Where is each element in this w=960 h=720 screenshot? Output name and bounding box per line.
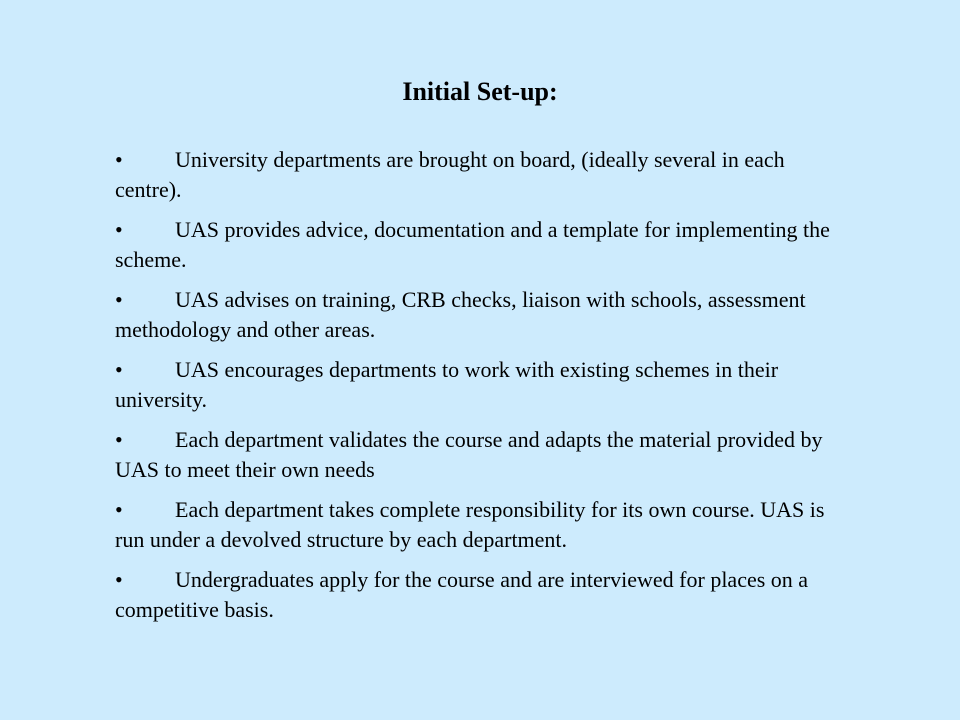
bullet-item xyxy=(115,425,850,485)
bullet-item xyxy=(115,355,850,415)
bullet-icon: • xyxy=(115,357,123,382)
bullet-item xyxy=(115,215,850,275)
bullet-text: UAS advises on training, CRB checks, liaison with schools, assessment methodology and other areas. xyxy=(115,287,806,342)
bullet-icon: • xyxy=(115,287,123,312)
bullet-icon: • xyxy=(115,567,123,592)
bullet-item xyxy=(115,565,850,625)
bullet-text: University departments are brought on board, (ideally several in each centre). xyxy=(115,147,785,202)
bullet-text: Each department takes complete responsibility for its own course. UAS is run under a devolved structure by each department. xyxy=(115,497,825,552)
bullet-icon: • xyxy=(115,427,123,452)
bullet-item xyxy=(115,285,850,345)
bullet-text: Each department validates the course and adapts the material provided by UAS to meet their own needs xyxy=(115,427,823,482)
bullet-list xyxy=(115,145,850,635)
bullet-item xyxy=(115,495,850,555)
bullet-item xyxy=(115,145,850,205)
bullet-text: UAS provides advice, documentation and a template for implementing the scheme. xyxy=(115,217,830,272)
slide-title: Initial Set-up: xyxy=(402,77,558,106)
bullet-text: UAS encourages departments to work with existing schemes in their university. xyxy=(115,357,779,412)
bullet-icon: • xyxy=(115,147,123,172)
bullet-icon: • xyxy=(115,497,123,522)
bullet-text: Undergraduates apply for the course and are interviewed for places on a competitive basis. xyxy=(115,567,809,622)
bullet-icon: • xyxy=(115,217,123,242)
